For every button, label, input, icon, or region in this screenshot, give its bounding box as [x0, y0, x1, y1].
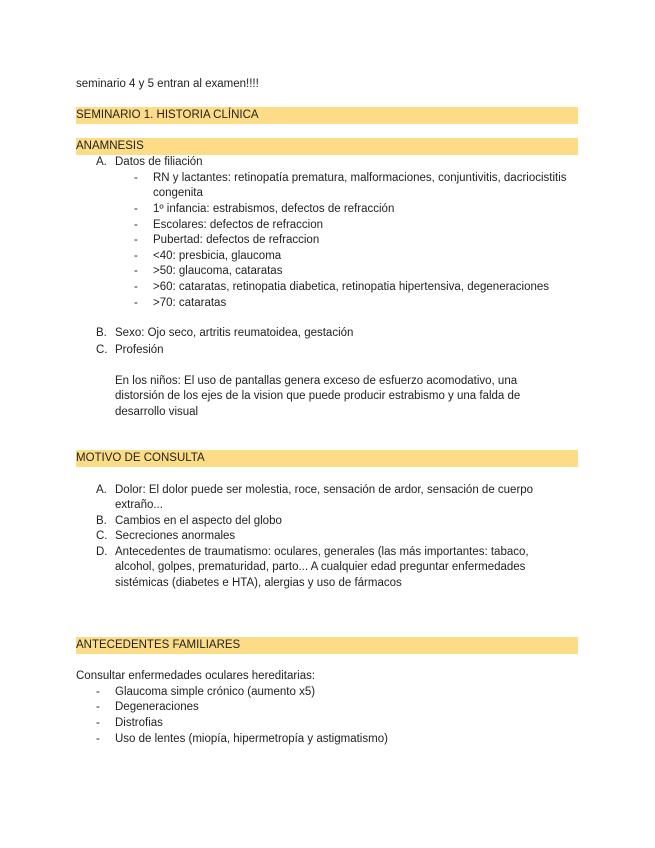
list-item: Uso de lentes (miopía, hipermetropía y astigmatismo) — [115, 733, 388, 745]
sub-list-item: >70: cataratas — [153, 297, 227, 309]
bullet: - — [134, 297, 138, 309]
sub-list-item: >50: glaucoma, cataratas — [153, 265, 283, 277]
section-heading-seminario — [76, 107, 578, 124]
sub-list-item: Pubertad: defectos de refraccion — [153, 234, 320, 246]
section-heading-antecedentes — [76, 637, 578, 654]
sub-list-item: 1º infancia: estrabismos, defectos de refracción — [153, 203, 395, 215]
heading-text: MOTIVO DE CONSULTA — [76, 452, 205, 464]
paragraph-line: distorsión de los ejes de la vision que puede producir estrabismo y una falda de — [115, 390, 521, 402]
bullet: - — [134, 250, 138, 262]
list-marker: C. — [96, 530, 108, 542]
sub-list-item: Escolares: defectos de refraccion — [153, 219, 324, 231]
bullet: - — [96, 733, 100, 745]
heading-text: ANTECEDENTES FAMILIARES — [76, 639, 241, 651]
list-item: Profesión — [115, 344, 164, 356]
list-marker: A. — [96, 484, 107, 496]
exam-note: seminario 4 y 5 entran al examen!!!! — [76, 78, 259, 90]
list-item: Sexo: Ojo seco, artritis reumatoidea, gestación — [115, 327, 354, 339]
bullet: - — [134, 234, 138, 246]
sub-list-item: <40: presbicia, glaucoma — [153, 250, 282, 262]
sub-list-item: RN y lactantes: retinopatía prematura, malformaciones, conjuntivitis, dacriocistitis — [153, 172, 567, 184]
bullet: - — [134, 203, 138, 215]
list-marker: B. — [96, 327, 107, 339]
list-marker: A. — [96, 156, 107, 168]
section-heading-anamnesis — [76, 138, 578, 155]
list-item-cont: extraño... — [115, 499, 163, 511]
list-item: Datos de filiación — [115, 156, 203, 168]
heading-text: SEMINARIO 1. HISTORIA CLÍNICA — [76, 109, 259, 121]
paragraph-line: En los niños: El uso de pantallas genera exceso de esfuerzo acomodativo, una — [115, 375, 518, 387]
list-item: Glaucoma simple crónico (aumento x5) — [115, 686, 316, 698]
paragraph-line: desarrollo visual — [115, 406, 199, 418]
section-heading-motivo — [76, 450, 578, 467]
list-item: Secreciones anormales — [115, 530, 236, 542]
bullet: - — [96, 701, 100, 713]
list-item-cont: sistémicas (diabetes e HTA), alergias y uso de fármacos — [115, 577, 402, 589]
bullet: - — [134, 219, 138, 231]
list-item: Cambios en el aspecto del globo — [115, 515, 282, 527]
list-item-cont: alcohol, golpes, prematuridad, parto... A cualquier edad preguntar enfermedades — [115, 561, 526, 573]
sub-list-item: >60: cataratas, retinopatia diabetica, retinopatia hipertensiva, degeneraciones — [153, 281, 550, 293]
list-marker: B. — [96, 515, 107, 527]
list-item: Antecedentes de traumatismo: oculares, generales (las más importantes: tabaco, — [115, 546, 529, 558]
heading-text: ANAMNESIS — [76, 140, 144, 152]
list-marker: C. — [96, 344, 108, 356]
list-item: Degeneraciones — [115, 701, 199, 713]
list-item: Distrofias — [115, 717, 163, 729]
bullet: - — [134, 265, 138, 277]
sub-list-item-cont: congenita — [153, 187, 203, 199]
bullet: - — [96, 686, 100, 698]
bullet: - — [134, 172, 138, 184]
intro-line: Consultar enfermedades oculares hereditarias: — [76, 670, 316, 682]
bullet: - — [96, 717, 100, 729]
list-item: Dolor: El dolor puede ser molestia, roce, sensación de ardor, sensación de cuerpo — [115, 484, 534, 496]
bullet: - — [134, 281, 138, 293]
list-marker: D. — [96, 546, 108, 558]
